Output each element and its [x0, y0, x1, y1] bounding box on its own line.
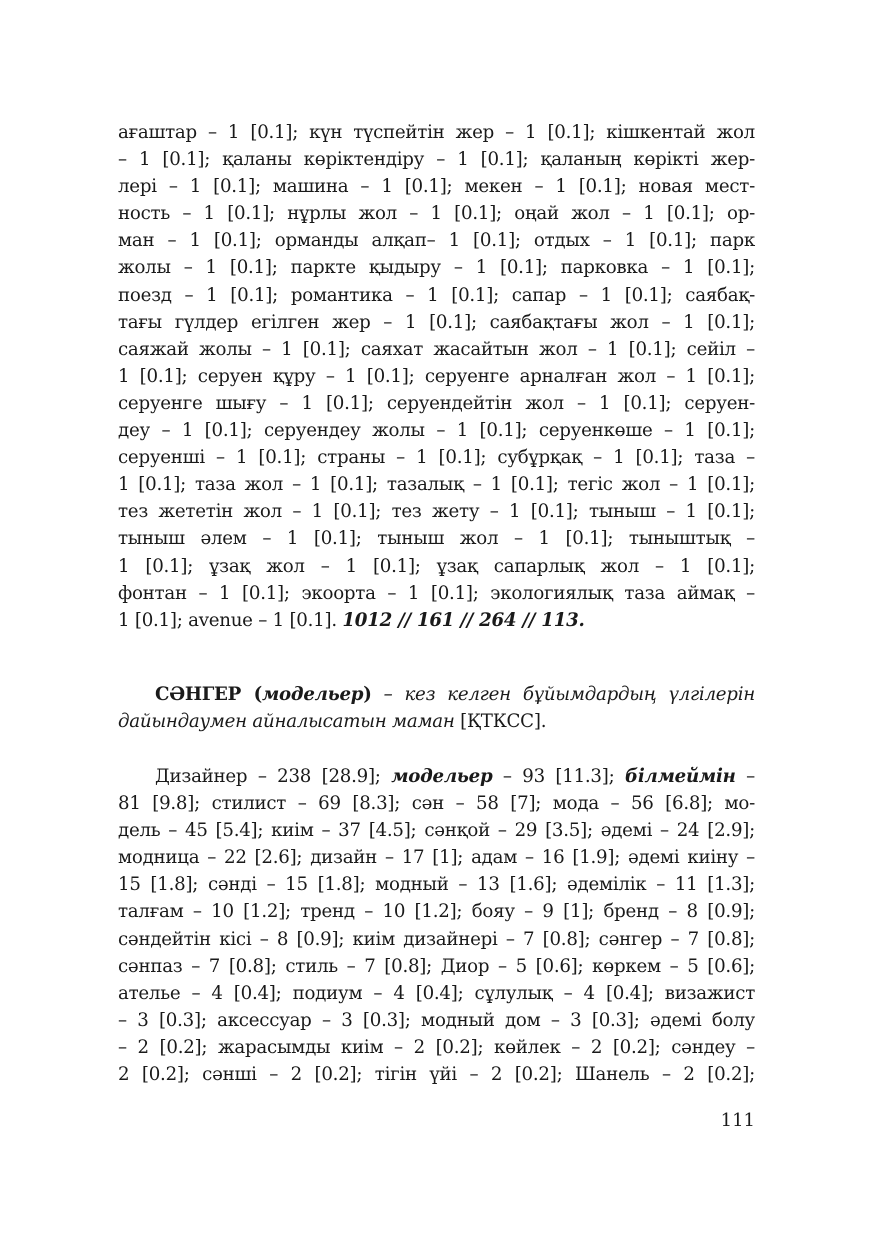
entry-line	[118, 708, 755, 735]
final-line-text: 1 [0.1]; avenue – 1 [0.1].	[118, 609, 343, 631]
text-line: – 3 [0.3]; аксессуар – 3 [0.3]; модный дом – 3 [0.3]; әдемі болу	[118, 1009, 755, 1031]
text-line: 1 [0.1]; ұзақ жол – 1 [0.1]; ұзақ сапарлық жол – 1 [0.1];	[118, 555, 755, 577]
text-line: ателье – 4 [0.4]; подиум – 4 [0.4]; сұлулық – 4 [0.4]; визажист	[118, 982, 755, 1004]
text-line: 1 [0.1]; таза жол – 1 [0.1]; тазалық – 1 [0.1]; тегіс жол – 1 [0.1];	[118, 474, 755, 496]
text-line: серуенге шығу – 1 [0.1]; серуендейтін жол – 1 [0.1]; серуен-	[118, 392, 755, 414]
text-line	[118, 763, 755, 790]
text-line: талғам – 10 [1.2]; тренд – 10 [1.2]; бояу – 9 [1]; бренд – 8 [0.9];	[118, 901, 755, 923]
entry-definition: – кез келген бұйымдардың үлгілерін	[371, 684, 756, 705]
text-line: тез жететін жол – 1 [0.1]; тез жету – 1 [0.1]; тыныш – 1 [0.1];	[118, 501, 755, 523]
page-number: 111	[720, 1110, 755, 1131]
text-line: ағаштар – 1 [0.1]; күн түспейтін жер – 1 [0.1]; кішкентай жол	[118, 122, 755, 143]
text-line: дель – 45 [5.4]; киім – 37 [4.5]; сәнқой – 29 [3.5]; әдемі – 24 [2.9];	[118, 820, 755, 842]
totals-summary: 1012 // 161 // 264 // 113.	[342, 609, 585, 631]
text-line: тағы гүлдер егілген жер – 1 [0.1]; саябақтағы жол – 1 [0.1];	[118, 311, 755, 333]
entry-source: [ҚТКСС].	[454, 711, 547, 733]
entry-definition-cont: дайындаумен айналысатын маман	[118, 711, 455, 733]
text-line: фонтан – 1 [0.1]; экоорта – 1 [0.1]; экологиялық таза аймақ –	[118, 582, 755, 604]
text-line: 15 [1.8]; сәнді – 15 [1.8]; модный – 13 [1.6]; әдемілік – 11 [1.3];	[118, 874, 755, 896]
open-paren: (	[241, 684, 263, 705]
text-line: серуенші – 1 [0.1]; страны – 1 [0.1]; субұрқақ – 1 [0.1]; таза –	[118, 447, 755, 469]
text-line: сәндейтін кісі – 8 [0.9]; киім дизайнері – 7 [0.8]; сәнгер – 7 [0.8];	[118, 928, 755, 950]
text-line: тыныш әлем – 1 [0.1]; тыныш жол – 1 [0.1]; тыныштық –	[118, 528, 755, 550]
response-text: –	[735, 766, 755, 787]
text-line: ман – 1 [0.1]; орманды алқап– 1 [0.1]; отдых – 1 [0.1]; парк	[118, 230, 755, 252]
text-line: поезд – 1 [0.1]; романтика – 1 [0.1]; сапар – 1 [0.1]; саябақ-	[118, 284, 755, 306]
response-highlight: білмеймін	[624, 766, 736, 787]
text-line: ность – 1 [0.1]; нұрлы жол – 1 [0.1]; оңай жол – 1 [0.1]; ор-	[118, 203, 755, 225]
response-text: – 93 [11.3];	[492, 766, 625, 787]
text-line: 81 [9.8]; стилист – 69 [8.3]; сән – 58 [7]; мода – 56 [6.8]; мо-	[118, 793, 755, 815]
text-line: саяжай жолы – 1 [0.1]; саяхат жасайтын жол – 1 [0.1]; сейіл –	[118, 338, 755, 360]
text-line: 1 [0.1]; серуен құру – 1 [0.1]; серуенге арналған жол – 1 [0.1];	[118, 365, 755, 387]
text-line: лері – 1 [0.1]; машина – 1 [0.1]; мекен – 1 [0.1]; новая мест-	[118, 176, 755, 198]
text-line: жолы – 1 [0.1]; паркте қыдыру – 1 [0.1]; парковка – 1 [0.1];	[118, 257, 755, 279]
text-line: деу – 1 [0.1]; серуендеу жолы – 1 [0.1]; серуенкөше – 1 [0.1];	[118, 420, 755, 442]
text-line: – 2 [0.2]; жарасымды киім – 2 [0.2]; көйлек – 2 [0.2]; сәндеу –	[118, 1036, 755, 1058]
text-line: модница – 22 [2.6]; дизайн – 17 [1]; адам – 16 [1.9]; әдемі киіну –	[118, 847, 755, 869]
text-line: – 1 [0.1]; қаланы көріктендіру – 1 [0.1]; қаланың көрікті жер-	[118, 149, 755, 171]
dictionary-entry	[118, 681, 755, 735]
association-list-paragraph	[118, 119, 755, 634]
close-paren: )	[363, 684, 372, 705]
entry-line	[118, 681, 755, 708]
text-line: 2 [0.2]; сәнші – 2 [0.2]; тігін үйі – 2 [0.2]; Шанель – 2 [0.2];	[118, 1064, 755, 1086]
entry-headword: СӘНГЕР	[155, 684, 242, 705]
entry-russian-term: модельер	[262, 684, 364, 705]
text-line: сәнпаз – 7 [0.8]; стиль – 7 [0.8]; Диор – 5 [0.6]; көркем – 5 [0.6];	[118, 955, 755, 977]
response-list-paragraph	[118, 763, 755, 1088]
response-text: Дизайнер – 238 [28.9];	[155, 766, 392, 787]
text-line-final	[118, 607, 755, 634]
response-highlight: модельер	[391, 766, 493, 787]
